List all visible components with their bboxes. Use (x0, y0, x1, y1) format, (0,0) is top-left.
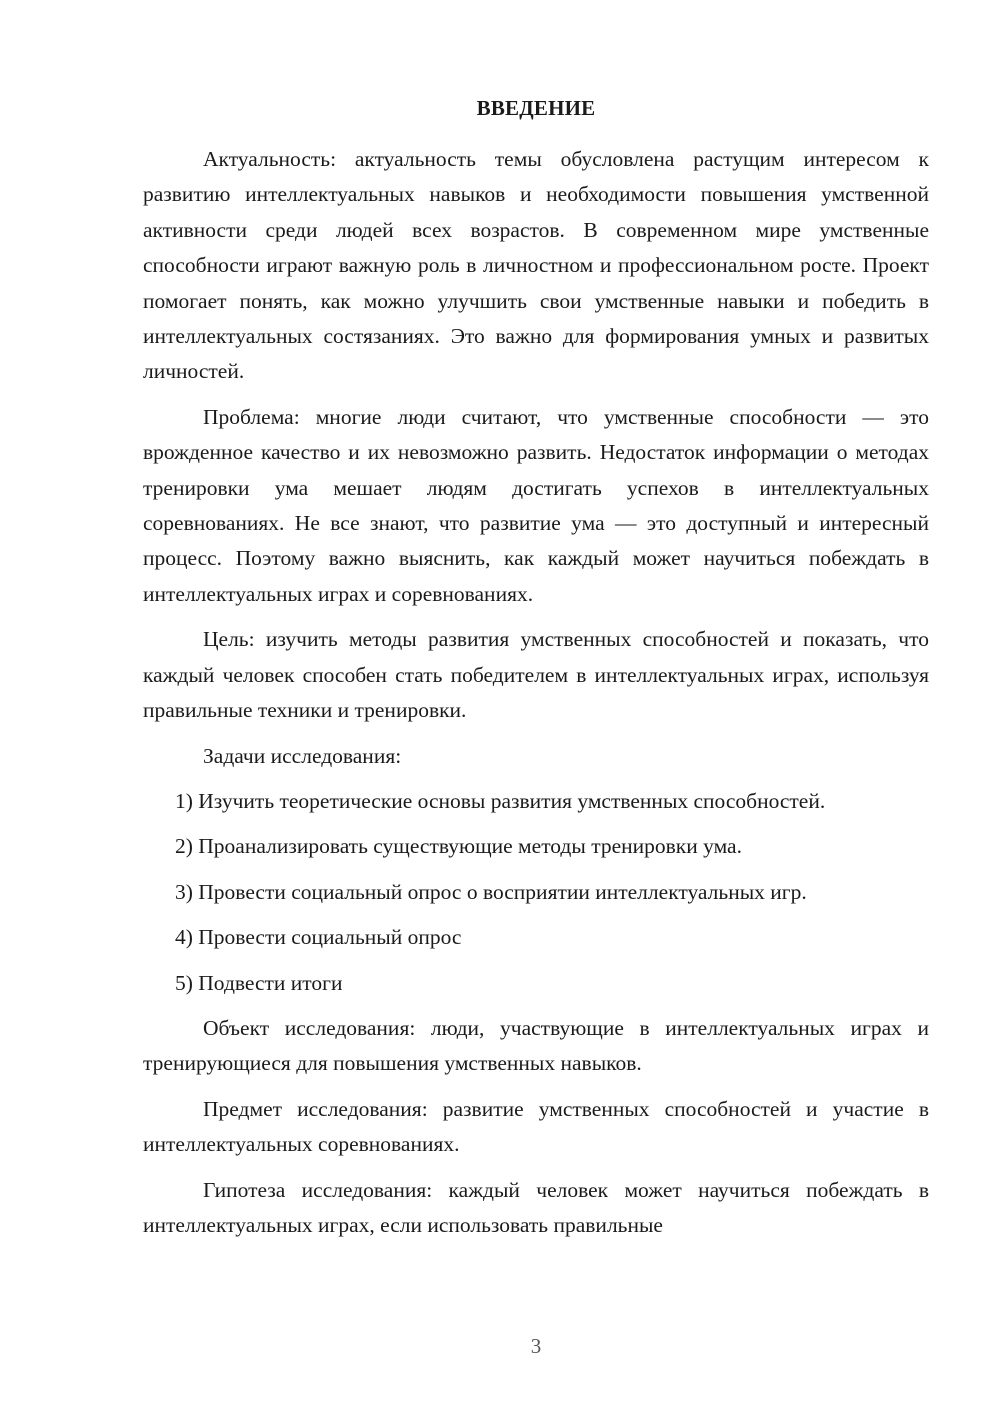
page-title: ВВЕДЕНИЕ (476, 96, 596, 120)
problem-paragraph: Проблема: многие люди считают, что умственные способности — это врожденное качество и их невозможно развить. Недостаток информации о методах тренировки ума мешает людям достигать успехов в интеллектуальных соревнованиях. Не все знают, что развитие ума — это доступный и интересный процесс. Поэтому важно выяснить, как каждый может научиться побеждать в интеллектуальных играх и соревнованиях. (143, 404, 929, 606)
document-body (143, 142, 929, 1243)
task-item: 4) Провести социальный опрос (175, 925, 462, 950)
object-paragraph: Объект исследования: люди, участвующие в интеллектуальных играх и тренирующиеся для повышения умственных навыков. (143, 1015, 929, 1076)
subject-paragraph: Предмет исследования: развитие умственных способностей и участие в интеллектуальных соревнованиях. (143, 1096, 929, 1157)
goal-paragraph: Цель: изучить методы развития умственных способностей и показать, что каждый человек способен стать победителем в интеллектуальных играх, используя правильные техники и тренировки. (143, 627, 929, 723)
task-item: 2) Проанализировать существующие методы тренировки ума. (175, 834, 742, 859)
hypothesis-paragraph: Гипотеза исследования: каждый человек может научиться побеждать в интеллектуальных играх, если использовать правильные (143, 1177, 929, 1237)
task-item: 1) Изучить теоретические основы развития умственных способностей. (175, 788, 826, 813)
relevance-paragraph: Актуальность: актуальность темы обусловлена растущим интересом к развитию интеллектуальных навыков и необходимости повышения умственной активности среди людей всех возрастов. В современном мире умственные способности играют важную роль в личностном и профессиональном росте. Проект помогает понять, как можно улучшить свои умственные навыки и победить в интеллектуальных состязаниях. Это важно для формирования умных и развитых личностей. (143, 147, 929, 384)
page-number: 3 (530, 1334, 542, 1358)
tasks-heading: Задачи исследования: (203, 743, 402, 768)
task-item: 3) Провести социальный опрос о восприятии интеллектуальных игр. (175, 879, 807, 904)
task-item: 5) Подвести итоги (175, 970, 343, 995)
